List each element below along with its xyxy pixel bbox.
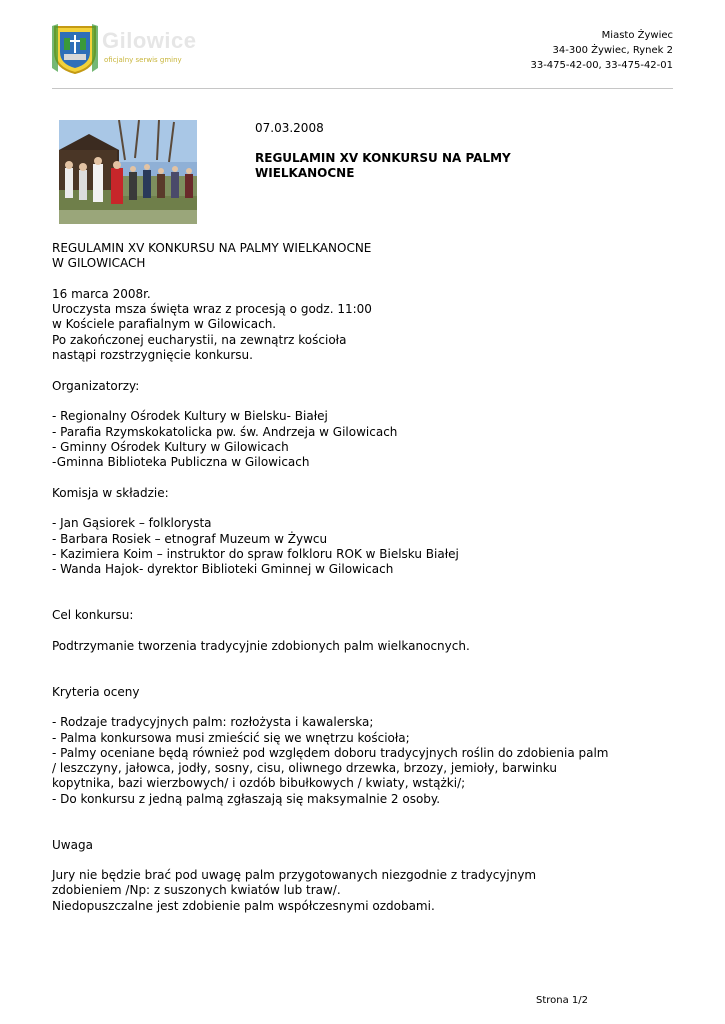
committee-member: - Wanda Hajok- dyrektor Biblioteki Gminnej w Gilowicach [52,562,394,577]
criteria-line: - Rodzaje tradycyjnych palm: rozłożysta i kawalerska; [52,715,374,730]
address-street: 34-300 Żywiec, Rynek 2 [552,45,673,56]
note-line: Niedopuszczalne jest zdobienie palm współczesnymi ozdobami. [52,898,435,913]
organizers-heading: Organizatorzy: [52,378,140,393]
note-line: Jury nie będzie brać pod uwagę palm przygotowanych niezgodnie z tradycyjnym [52,868,537,883]
committee-member: - Jan Gąsiorek – folklorysta [52,516,212,531]
criteria-line: kopytnika, bazi wierzbowych/ i ozdób bibułkowych / kwiaty, wstążki/; [52,776,466,791]
article-photo [59,120,197,224]
page-number: Strona 1/2 [535,995,588,1006]
event-line: nastąpi rozstrzygnięcie konkursu. [52,348,253,363]
event-line: Po zakończonej eucharystii, na zewnątrz kościoła [52,332,347,347]
committee-heading: Komisja w składzie: [52,485,169,500]
committee-member: - Barbara Rosiek – etnograf Muzeum w Żywcu [52,531,328,546]
organizer-item: -Gminna Biblioteka Publiczna w Gilowicach [52,455,310,470]
committee-member: - Kazimiera Koim – instruktor do spraw folkloru ROK w Bielsku Białej [52,546,459,561]
logo-tagline: oficjalny serwis gminy [104,56,182,64]
logo-wordmark: Gilowice [102,28,197,53]
coat-of-arms-icon [52,24,98,74]
intro-line: REGULAMIN XV KONKURSU NA PALMY WIELKANOCNE [52,241,372,255]
criteria-line: / leszczyny, jałowca, jodły, sosny, cisu, oliwnego drzewka, brzozy, jemioły, barwinku [52,761,557,776]
goal-text: Podtrzymanie tworzenia tradycyjnie zdobionych palm wielkanocnych. [52,638,470,653]
organizer-item: - Parafia Rzymskokatolicka pw. św. Andrzeja w Gilowicach [52,424,398,439]
organizer-item: - Gminny Ośrodek Kultury w Gilowicach [52,439,289,454]
goal-heading: Cel konkursu: [52,608,134,623]
criteria-heading: Kryteria oceny [52,684,140,699]
event-line: Uroczysta msza święta wraz z procesją o godz. 11:00 [52,302,372,317]
note-heading: Uwaga [52,837,93,852]
site-logo[interactable] [52,24,197,76]
article-date: 07.03.2008 [255,121,324,135]
criteria-line: - Palma konkursowa musi zmieścić się we wnętrzu kościoła; [52,730,410,745]
address-block [433,28,673,73]
article-title: REGULAMIN XV KONKURSU NA PALMY WIELKANOCNE [255,151,511,180]
address-city: Miasto Żywiec [601,30,673,41]
header-divider [52,88,673,89]
event-line: 16 marca 2008r. [52,286,151,301]
organizer-item: - Regionalny Ośrodek Kultury w Bielsku- Białej [52,409,328,424]
article-body [52,241,652,914]
address-phone: 33-475-42-00, 33-475-42-01 [530,60,673,71]
criteria-line: - Palmy oceniane będą również pod względem doboru tradycyjnych roślin do zdobienia palm [52,745,609,760]
event-line: w Kościele parafialnym w Gilowicach. [52,317,277,332]
criteria-line: - Do konkursu z jedną palmą zgłaszają się maksymalnie 2 osoby. [52,791,441,806]
note-line: zdobieniem /Np: z suszonych kwiatów lub traw/. [52,883,341,898]
intro-line: W GILOWICACH [52,256,146,271]
